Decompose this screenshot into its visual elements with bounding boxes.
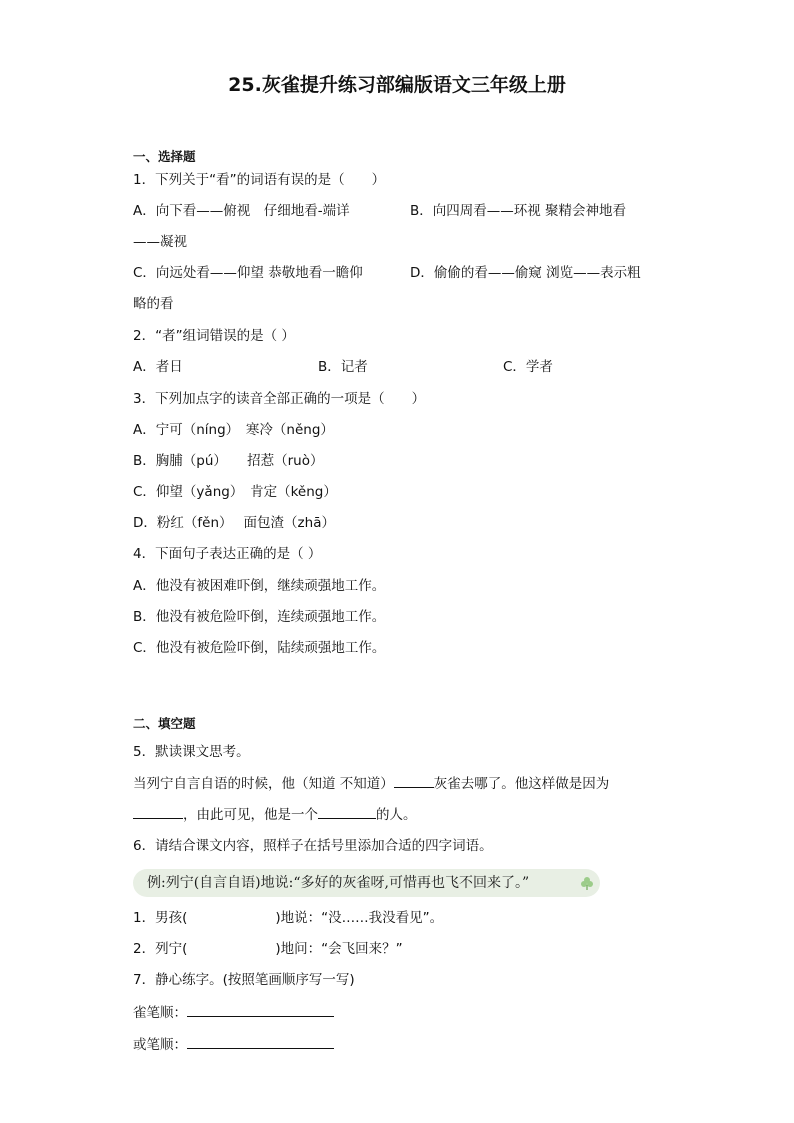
q1-option-b: B．向四周看——环视 聚精会神地看 bbox=[410, 203, 627, 219]
q5-blank-2[interactable] bbox=[133, 804, 183, 819]
q4-option-c: C．他没有被危险吓倒，陆续顽强地工作。 bbox=[133, 640, 386, 656]
q1-option-d: D．偷偷的看——偷窥 浏览——表示粗 bbox=[410, 265, 641, 281]
q7-line-que bbox=[133, 1002, 334, 1023]
q2-option-a: A．者日 bbox=[133, 359, 183, 375]
q4-option-a: A．他没有被困难吓倒，继续顽强地工作。 bbox=[133, 578, 386, 594]
q6-example-text: 例:列宁(自言自语)地说:“多好的灰雀呀,可惜再也飞不回来了。” bbox=[147, 875, 530, 891]
q4-stem: 4．下面句子表达正确的是（ ） bbox=[133, 546, 322, 562]
q6-item-1-text-a: 1．男孩( bbox=[133, 910, 188, 926]
q5-blank-1[interactable] bbox=[394, 773, 434, 788]
q5-line1-text-b: 灰雀去哪了。他这样做是因为 bbox=[433, 776, 610, 792]
q2-option-b: B．记者 bbox=[318, 359, 368, 375]
q5-line1 bbox=[133, 773, 609, 794]
q4-option-b: B．他没有被危险吓倒，连续顽强地工作。 bbox=[133, 609, 386, 625]
q1-option-b-continued: ——凝视 bbox=[133, 234, 187, 250]
q7-stroke-order-field-1[interactable] bbox=[187, 1002, 334, 1017]
q5-stem: 5．默读课文思考。 bbox=[133, 744, 250, 760]
q6-item-1-text-b: )地说：“没……我没看见”。 bbox=[275, 910, 444, 926]
q7-line-huo bbox=[133, 1034, 334, 1055]
section-heading-choice: 一、选择题 bbox=[133, 149, 196, 164]
q6-item-1 bbox=[133, 908, 443, 928]
leaf-icon bbox=[580, 876, 594, 890]
q5-line2 bbox=[133, 804, 417, 825]
q7-line-huo-label: 或笔顺： bbox=[133, 1037, 187, 1053]
page-title: 25.灰雀提升练习部编版语文三年级上册 bbox=[228, 74, 566, 96]
section-heading-fill: 二、填空题 bbox=[133, 716, 196, 731]
q1-option-d-continued: 略的看 bbox=[133, 296, 174, 312]
q3-option-a: A．宁可（níng） 寒冷（něng） bbox=[133, 422, 334, 438]
q2-option-c: C．学者 bbox=[503, 359, 553, 375]
q2-stem: 2．“者”组词错误的是（ ） bbox=[133, 328, 295, 344]
q1-option-c: C．向远处看——仰望 恭敬地看一瞻仰 bbox=[133, 265, 363, 281]
q7-stroke-order-field-2[interactable] bbox=[187, 1034, 334, 1049]
q6-stem: 6．请结合课文内容，照样子在括号里添加合适的四字词语。 bbox=[133, 838, 493, 854]
q5-blank-3[interactable] bbox=[318, 804, 376, 819]
q3-option-d: D．粉红（fěn） 面包渣（zhā） bbox=[133, 515, 335, 531]
q7-stem: 7．静心练字。(按照笔画顺序写一写) bbox=[133, 972, 355, 988]
q3-stem: 3．下列加点字的读音全部正确的一项是（ ） bbox=[133, 391, 426, 407]
q5-line2-text-a: ，由此可见，他是一个 bbox=[183, 807, 318, 823]
q5-line1-text-a: 当列宁自言自语的时候，他（知道 不知道） bbox=[133, 776, 394, 792]
q1-stem: 1．下列关于“看”的词语有误的是（ ） bbox=[133, 172, 386, 188]
q7-line-que-label: 雀笔顺： bbox=[133, 1005, 187, 1021]
q1-option-a: A．向下看——俯视 仔细地看-端详 bbox=[133, 203, 350, 219]
q3-option-c: C．仰望（yǎng） 肯定（kěng） bbox=[133, 484, 337, 500]
q6-example-box bbox=[133, 869, 600, 897]
q6-item-2-text-b: )地问：“会飞回来？” bbox=[275, 941, 403, 957]
q3-option-b: B．胸脯（pú） 招惹（ruò） bbox=[133, 453, 324, 469]
q6-item-2 bbox=[133, 939, 403, 959]
q6-item-2-text-a: 2．列宁( bbox=[133, 941, 188, 957]
q5-line2-text-b: 的人。 bbox=[376, 807, 417, 823]
